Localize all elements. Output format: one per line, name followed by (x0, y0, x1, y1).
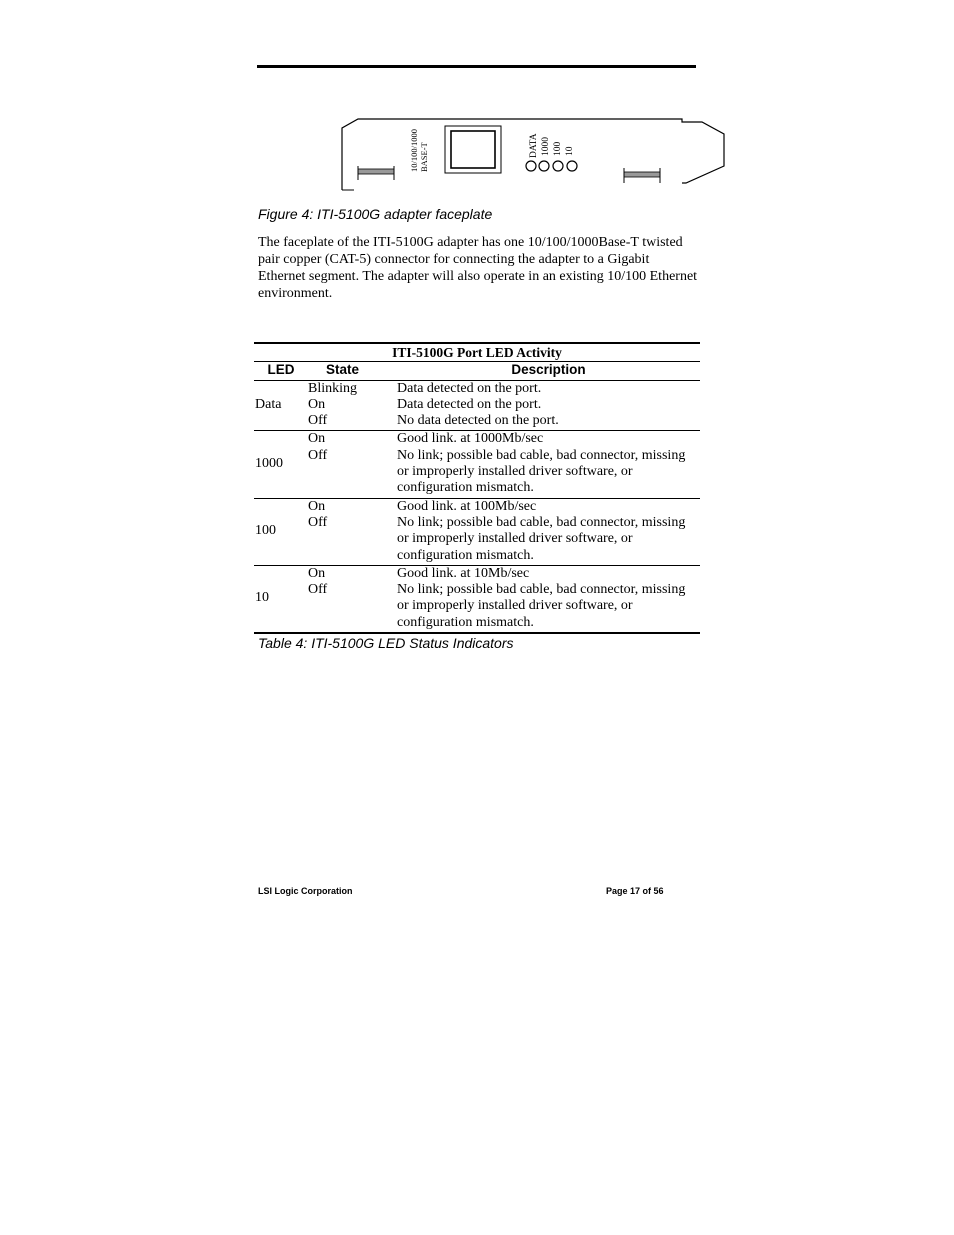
state-value: Off (308, 514, 328, 530)
left-tab-slot (358, 169, 394, 174)
description-value: Data detected on the port. (397, 380, 542, 396)
table-caption: Table 4: ITI-5100G LED Status Indicators (258, 635, 514, 651)
description-cell (397, 565, 700, 633)
led-100-indicator (553, 161, 563, 171)
description-value: Good link. at 100Mb/sec (397, 498, 537, 514)
led-1000-indicator (539, 161, 549, 171)
state-value: On (308, 565, 326, 581)
description-value: No link; possible bad cable, bad connector, missing or improperly installed driver software, or configuration mismatch. (397, 514, 686, 563)
led-name-cell: 100 (254, 498, 308, 565)
table-row-100 (254, 498, 700, 565)
state-cell (308, 498, 397, 565)
port-label-line1: 10/100/1000 (409, 129, 419, 172)
table-row-10 (254, 565, 700, 633)
description-value: No link; possible bad cable, bad connector, missing or improperly installed driver software, or configuration mismatch. (397, 447, 686, 496)
led-name-cell: 1000 (254, 431, 308, 498)
right-tab-slot (624, 172, 660, 177)
state-value: Blinking (308, 380, 358, 396)
description-value: Good link. at 10Mb/sec (397, 565, 530, 581)
adapter-faceplate-diagram (330, 110, 730, 195)
state-value: On (308, 396, 326, 412)
description-cell (397, 431, 700, 498)
rj45-port (445, 126, 501, 173)
led-label-10: 10 (565, 146, 575, 156)
state-cell (308, 380, 397, 431)
state-cell (308, 431, 397, 498)
header-rule (257, 65, 696, 68)
description-value: No link; possible bad cable, bad connector, missing or improperly installed driver software, or configuration mismatch. (397, 582, 686, 630)
table-row-data (254, 380, 700, 431)
state-value: On (308, 498, 326, 514)
description-cell (397, 380, 700, 431)
table-title: ITI-5100G Port LED Activity (254, 343, 700, 362)
led-label-1000: 1000 (541, 137, 551, 156)
state-cell (308, 565, 397, 633)
led-label-data: DATA (529, 133, 539, 158)
description-cell (397, 498, 700, 565)
figure-caption: Figure 4: ITI-5100G adapter faceplate (258, 206, 493, 222)
footer-company: LSI Logic Corporation (258, 886, 353, 896)
led-name-cell: Data (254, 380, 308, 431)
led-label-100: 100 (553, 141, 563, 156)
led-name-cell: 10 (254, 565, 308, 633)
state-value: On (308, 431, 326, 447)
footer-page-number: Page 17 of 56 (606, 886, 664, 896)
description-value: Data detected on the port. (397, 396, 542, 412)
column-header-description: Description (397, 362, 700, 380)
description-value: Good link. at 1000Mb/sec (397, 431, 544, 447)
column-header-state: State (308, 362, 397, 380)
port-label-line2: BASE-T (419, 142, 429, 172)
body-paragraph: The faceplate of the ITI-5100G adapter has one 10/100/1000Base-T twisted pair copper (CAT-5) connector for connecting the adapter to a Gigabit Ethernet segment. The adapter will also operate in an existing 10/100 Ethernet environment. (258, 235, 698, 301)
state-value: Off (308, 447, 328, 463)
state-value: Off (308, 582, 328, 598)
column-header-led: LED (254, 362, 308, 380)
state-value: Off (308, 413, 328, 429)
table-row-1000 (254, 431, 700, 498)
led-10-indicator (567, 161, 577, 171)
description-value: No data detected on the port. (397, 413, 559, 429)
led-data-indicator (526, 161, 536, 171)
led-activity-table (254, 342, 700, 634)
